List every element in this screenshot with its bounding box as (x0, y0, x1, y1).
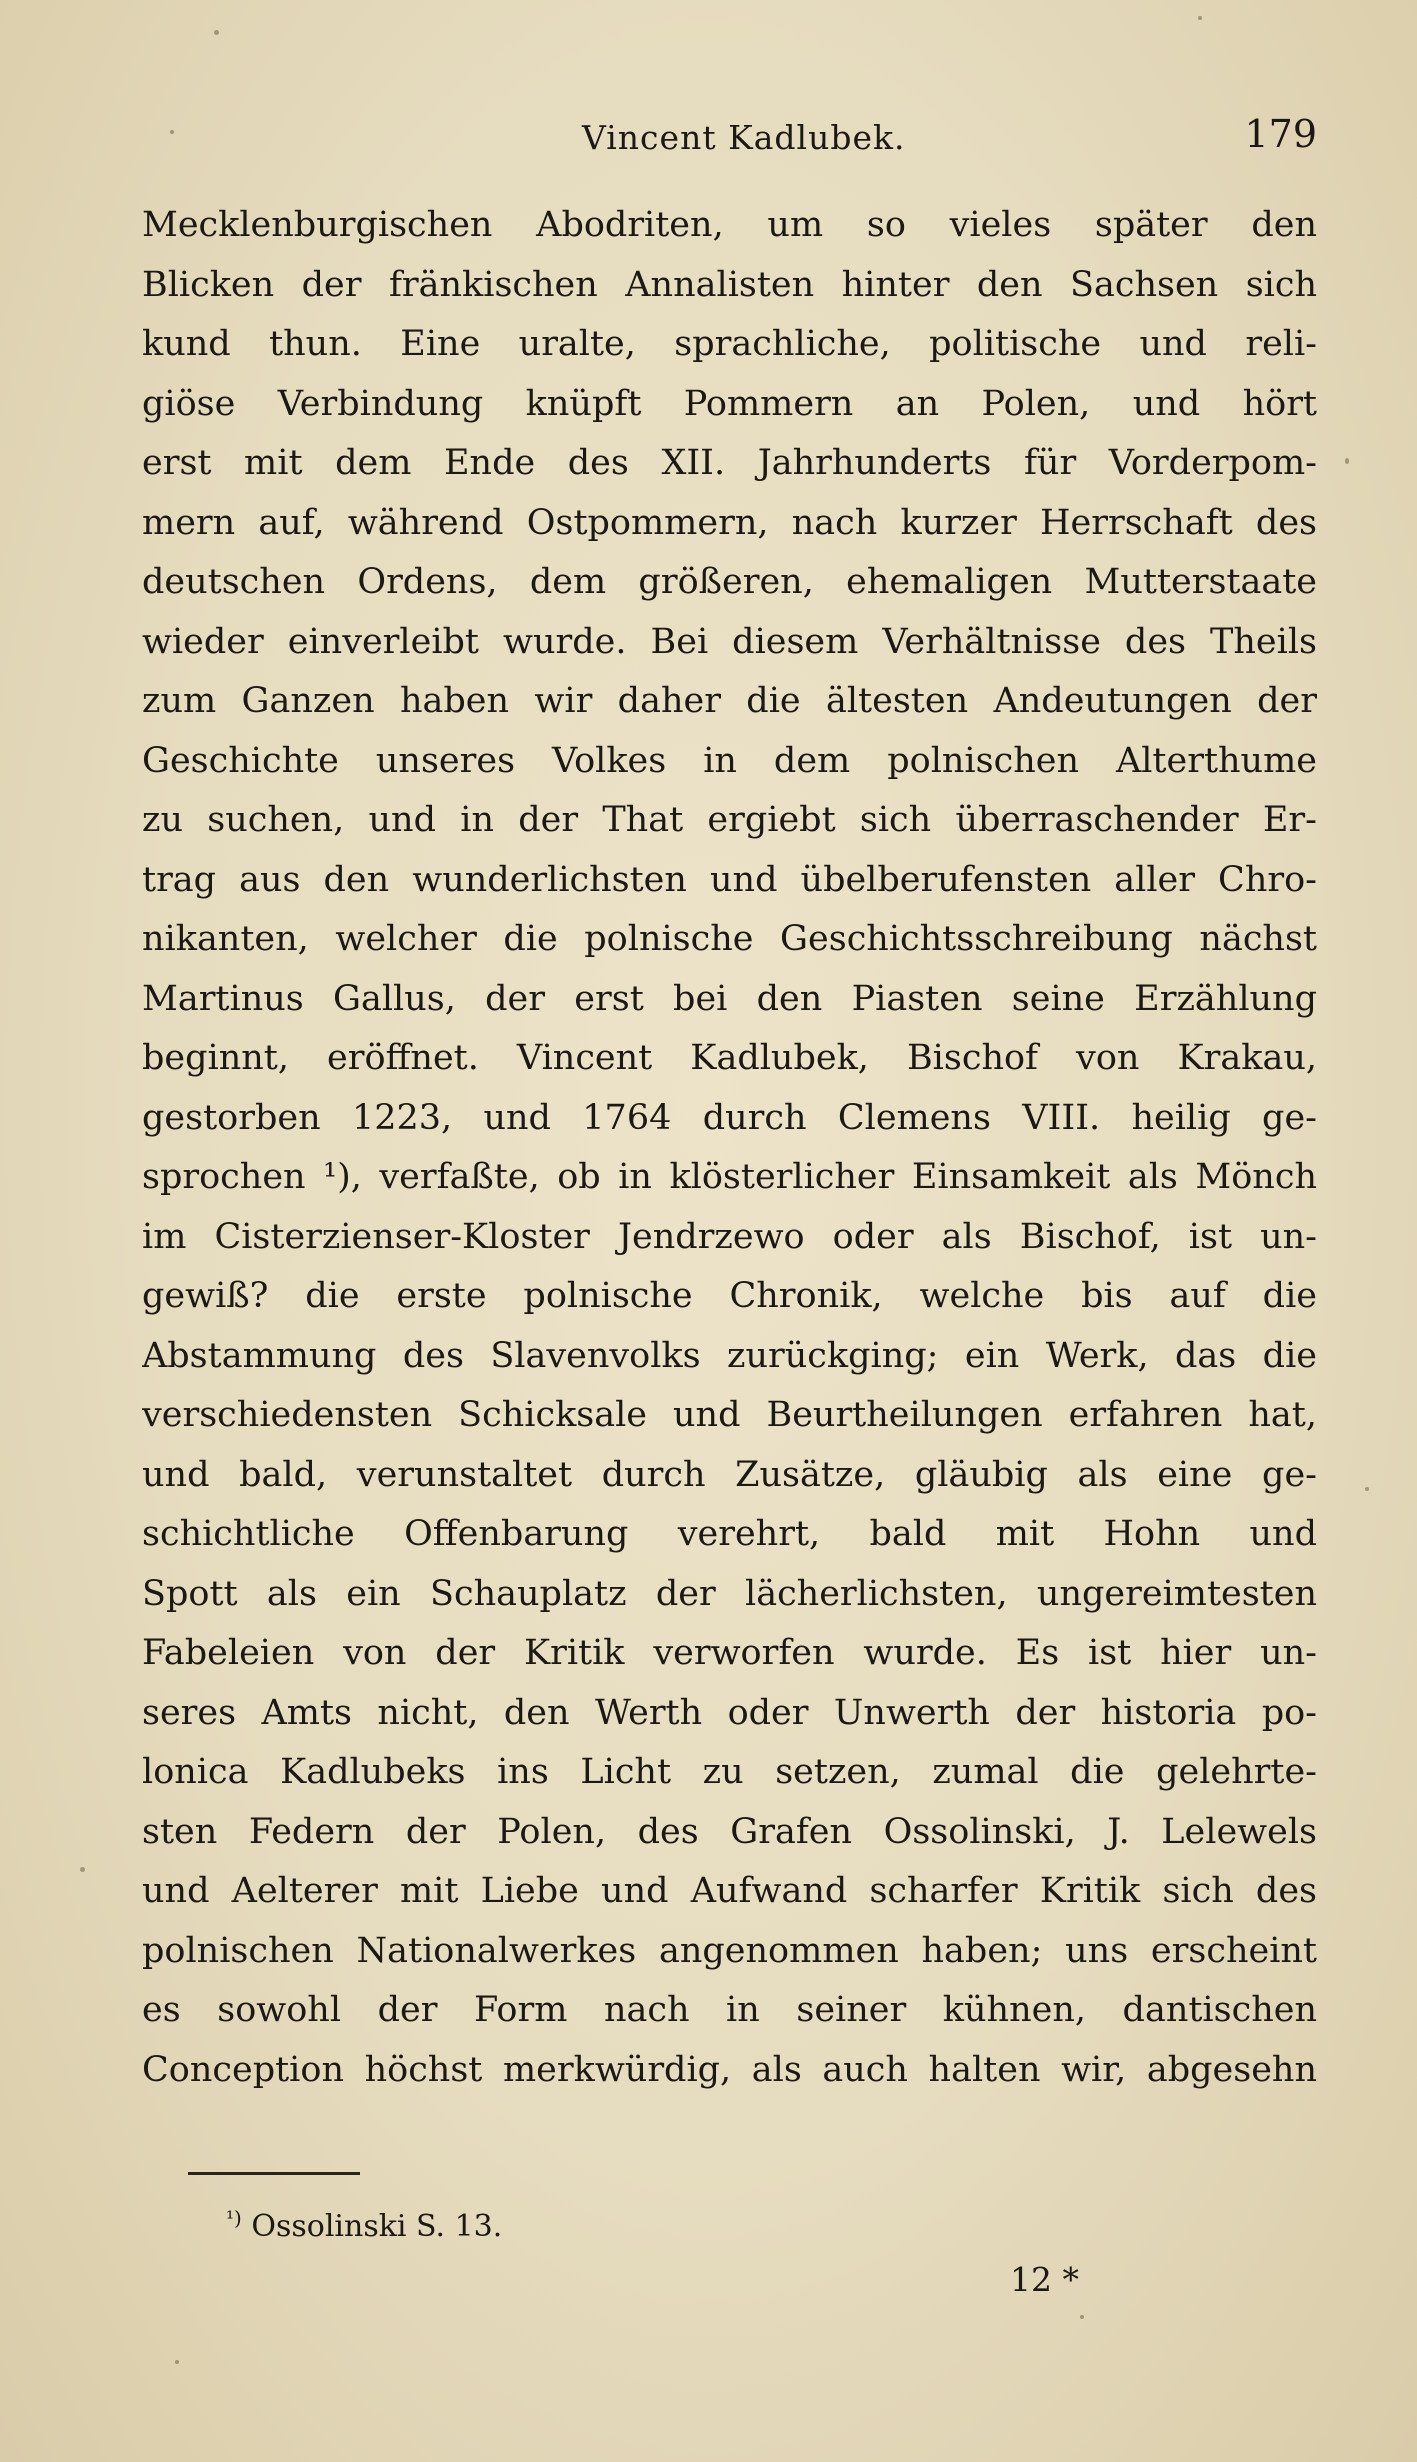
footnote-marker: ¹) (226, 2206, 242, 2230)
footnote (226, 2206, 502, 2244)
text-line: wieder einverleibt wurde. Bei diesem Verhältnisse des Theils (142, 621, 1317, 662)
body-text (142, 196, 1317, 2100)
text-line: Mecklenburgischen Abodriten, um so vieles später den (142, 205, 1317, 245)
footnote-divider (188, 2172, 360, 2175)
text-line: deutschen Ordens, dem größeren, ehemaligen Mutterstaate (142, 562, 1317, 602)
text-line: zum Ganzen haben wir daher die ältesten Andeutungen der (142, 681, 1317, 721)
paper-speck (1080, 2315, 1084, 2319)
paper-speck (1345, 458, 1349, 464)
text-line: seres Amts nicht, den Werth oder Unwerth der historia po- (142, 1692, 1317, 1733)
paper-speck (175, 2360, 179, 2364)
page-number: 179 (1244, 112, 1317, 156)
text-line: Martinus Gallus, der erst bei den Piasten seine Erzählung (142, 978, 1317, 1019)
text-line: Spott als ein Schauplatz der lächerlichsten, ungereimtesten (142, 1573, 1317, 1614)
text-line: Abstammung des Slavenvolks zurückging; ein Werk, das die (142, 1335, 1317, 1376)
text-line: zu suchen, und in der That ergiebt sich überraschender Er- (142, 800, 1317, 840)
text-line: und bald, verunstaltet durch Zusätze, gläubig als eine ge- (142, 1454, 1317, 1495)
text-line: polnischen Nationalwerkes angenommen haben; uns erscheint (142, 1930, 1317, 1971)
text-line: es sowohl der Form nach in seiner kühnen, dantischen (142, 1990, 1317, 2030)
text-line: nikanten, welcher die polnische Geschichtsschreibung nächst (142, 919, 1317, 959)
text-line: verschiedensten Schicksale und Beurtheilungen erfahren hat, (142, 1395, 1317, 1435)
text-line: lonica Kadlubeks ins Licht zu setzen, zumal die gelehrte- (142, 1752, 1317, 1792)
text-line: Conception höchst merkwürdig, als auch halten wir, abgesehn (142, 2049, 1317, 2090)
text-line: Fabeleien von der Kritik verworfen wurde. Es ist hier un- (142, 1633, 1317, 1673)
text-line: und Aelterer mit Liebe und Aufwand scharfer Kritik sich des (142, 1871, 1317, 1911)
text-line: gewiß? die erste polnische Chronik, welche bis auf die (142, 1276, 1317, 1316)
paper-speck (80, 1867, 85, 1872)
paper-speck (214, 30, 219, 35)
text-line: erst mit dem Ende des XII. Jahrhunderts für Vorderpom- (142, 443, 1317, 483)
text-line: sten Federn der Polen, des Grafen Ossolinski, J. Lelewels (142, 1811, 1317, 1852)
text-line: beginnt, eröffnet. Vincent Kadlubek, Bischof von Krakau, (142, 1038, 1317, 1078)
text-line: im Cisterzienser-Kloster Jendrzewo oder als Bischof, ist un- (142, 1216, 1317, 1257)
text-line: gestorben 1223, und 1764 durch Clemens VIII. heilig ge- (142, 1097, 1317, 1138)
text-line: sprochen ¹), verfaßte, ob in klösterlicher Einsamkeit als Mönch (142, 1157, 1317, 1197)
text-line: Blicken der fränkischen Annalisten hinter den Sachsen sich (142, 264, 1317, 305)
paper-speck (1198, 16, 1202, 20)
page-header (142, 112, 1317, 172)
footnote-text: Ossolinski S. 13. (251, 2209, 503, 2244)
text-line: trag aus den wunderlichsten und übelberufensten aller Chro- (142, 859, 1317, 900)
text-line: giöse Verbindung knüpft Pommern an Polen, und hört (142, 383, 1317, 424)
running-title: Vincent Kadlubek. (582, 118, 906, 157)
text-line: kund thun. Eine uralte, sprachliche, politische und reli- (142, 324, 1317, 364)
paper-speck (1365, 1487, 1369, 1491)
text-line: Geschichte unseres Volkes in dem polnischen Alterthume (142, 740, 1317, 781)
text-line: schichtliche Offenbarung verehrt, bald mit Hohn und (142, 1514, 1317, 1554)
signature-mark: 12 * (1010, 2260, 1079, 2299)
text-line: mern auf, während Ostpommern, nach kurzer Herrschaft des (142, 502, 1317, 543)
